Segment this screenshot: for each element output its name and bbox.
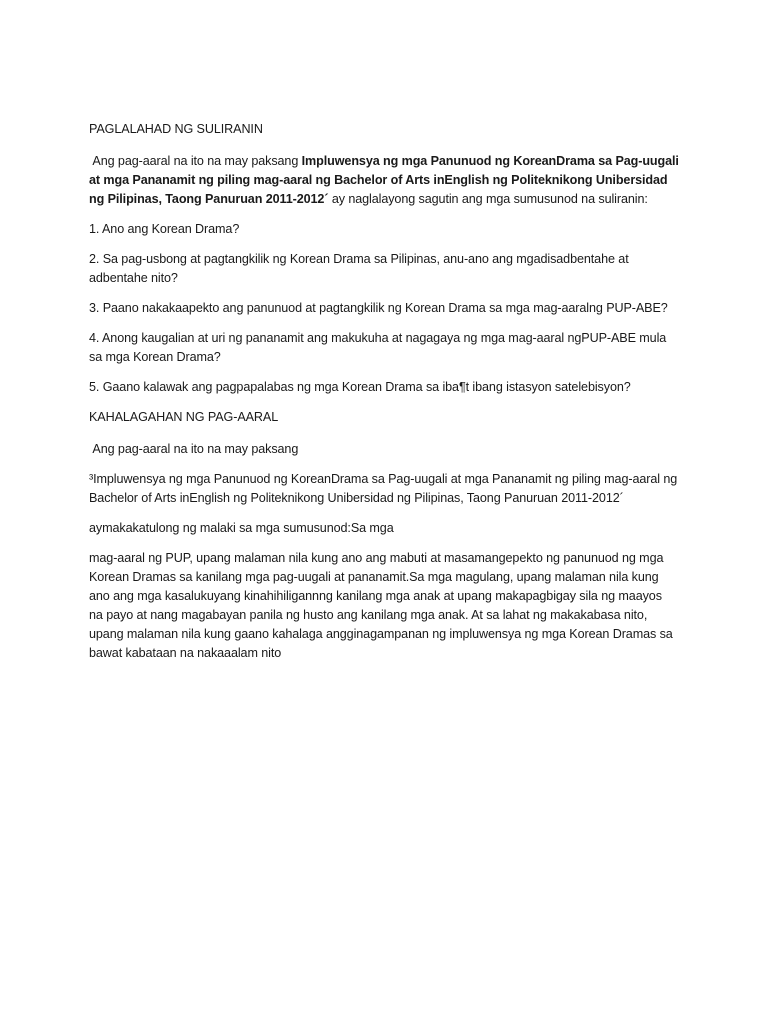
kahalagahan-paragraph-1: Ang pag-aaral na ito na may paksang	[89, 442, 299, 456]
question-5: 5. Gaano kalawak ang pagpapalabas ng mga Korean Drama sa iba¶t ibang istasyon satelebisyon?	[89, 380, 631, 394]
document-body	[89, 120, 683, 674]
heading-kahalagahan: KAHALAGAHAN NG PAG-AARAL	[89, 410, 279, 424]
heading-paglalahad: PAGLALAHAD NG SULIRANIN	[89, 122, 263, 136]
intro-paragraph	[89, 152, 683, 209]
kahalagahan-paragraph-2: ³Impluwensya ng mga Panunuod ng KoreanDrama sa Pag-uugali at mga Pananamit ng piling mag-aaral ng Bachelor of Arts inEnglish ng Politeknikong Unibersidad ng Pilipinas, Taong Panuruan 2011-2012´	[89, 472, 681, 505]
question-2: 2. Sa pag-usbong at pagtangkilik ng Korean Drama sa Pilipinas, anu-ano ang mgadisadbentahe at adbentahe nito?	[89, 252, 633, 285]
kahalagahan-paragraph-4: mag-aaral ng PUP, upang malaman nila kung ano ang mabuti at masamangepekto ng panunuod ng mga Korean Dramas sa kanilang mga pag-uugali at pananamit.Sa mga magulang, upang malaman nila kung ano ang mga kasalukuyang kinahihiligannng kanilang mga anak at upang makapagbigay sila ng maayos na payo at nang magabayan panila ng husto ang kanilang mga anak. At sa lahat ng makakabasa nito, upang malaman nila kung gaano kahalaga angginagampanan ng impluwensya ng mga Korean Dramas sa bawat kabataan na nakaaalam nito	[89, 551, 677, 660]
question-1: 1. Ano ang Korean Drama?	[89, 222, 240, 236]
intro-prefix: Ang pag-aaral na ito na may paksang	[89, 154, 302, 168]
question-3: 3. Paano nakakaapekto ang panunuod at pagtangkilik ng Korean Drama sa mga mag-aaralng PUP-ABE?	[89, 301, 668, 315]
kahalagahan-paragraph-3: aymakakatulong ng malaki sa mga sumusunod:Sa mga	[89, 521, 394, 535]
intro-bold-title: Impluwensya ng mga Panunuod ng KoreanDrama sa Pag-uugali at mga Pananamit ng piling mag-aaral ng Bachelor of Arts inEnglish ng Politeknikong Unibersidad ng Pilipinas, Taong Panuruan 2011-2012´	[89, 154, 683, 206]
question-4: 4. Anong kaugalian at uri ng pananamit ang makukuha at nagagaya ng mga mag-aaral ngPUP-ABE mula sa mga Korean Drama?	[89, 331, 670, 364]
intro-suffix: ay naglalayong sagutin ang mga sumusunod na suliranin:	[328, 192, 648, 206]
